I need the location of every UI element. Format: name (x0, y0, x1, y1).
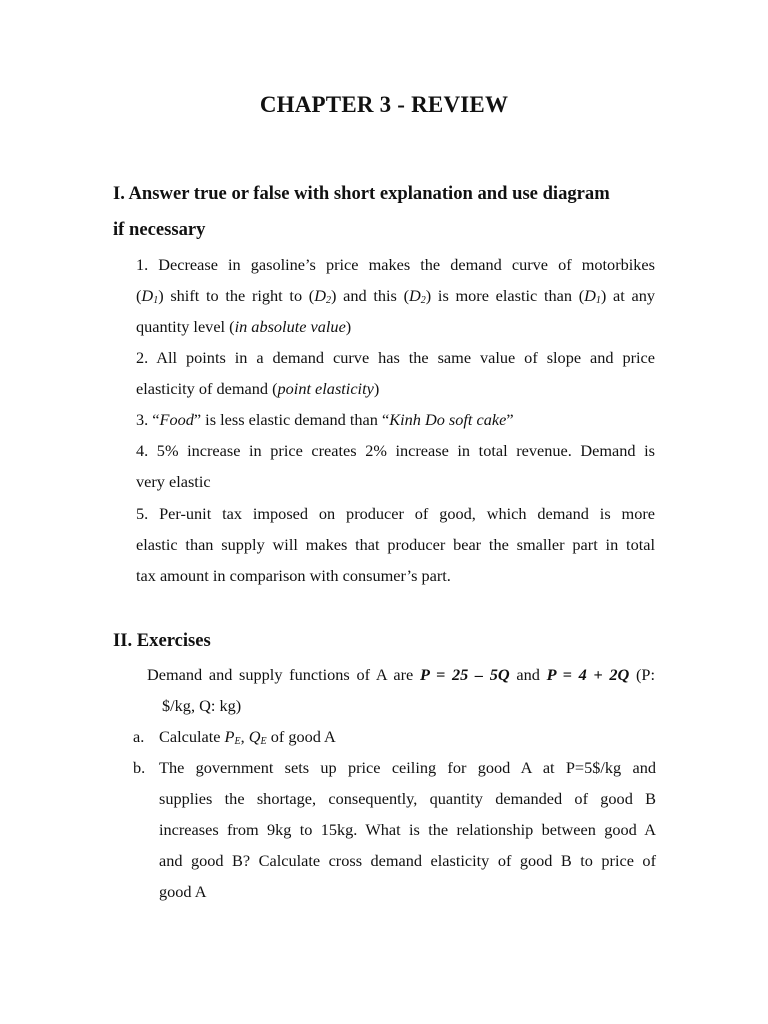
question-4-line-1: 4. 5% increase in price creates 2% increase in total revenue. Demand is (136, 441, 655, 460)
section-1-heading-line-1: I. Answer true or false with short explanation and use diagram (113, 183, 610, 204)
question-1-line-3: quantity level (in absolute value) (136, 317, 352, 336)
part-b-line-5: good A (159, 882, 207, 901)
question-1-line-1: 1. Decrease in gasoline’s price makes the demand curve of motorbikes (136, 255, 655, 274)
page-title: CHAPTER 3 - REVIEW (259, 92, 509, 117)
part-b-line-3: increases from 9kg to 15kg. What is the relationship between good A (159, 820, 656, 839)
question-5-line-2: elastic than supply will makes that producer bear the smaller part in total (136, 535, 655, 554)
section-1-heading (113, 176, 658, 248)
part-a-text: Calculate $P_E$, $Q_E$ of good A (159, 727, 336, 747)
part-a-label: a. (133, 727, 145, 746)
question-1-line-2: $(D_1)$ shift to the right to $(D_2)$ and this $(D_2)$ is more elastic than $(D_1)$ at any (136, 286, 655, 306)
question-5 (136, 498, 655, 591)
question-2-line-2: elasticity of demand (point elasticity) (136, 379, 380, 398)
question-2-line-1: 2. All points in a demand curve has the same value of slope and price (136, 348, 655, 367)
part-b-line-2: supplies the shortage, consequently, quantity demanded of good B (159, 789, 656, 808)
question-3 (136, 404, 655, 435)
question-4-line-2: very elastic (136, 472, 211, 491)
question-1 (136, 249, 655, 342)
part-b-label: b. (133, 758, 146, 777)
question-5-line-3: tax amount in comparison with consumer’s part. (136, 566, 451, 585)
exercise-intro-line-1: Demand and supply functions of A are P = 25 – 5Q and P = 4 + 2Q (P: (147, 665, 655, 684)
part-b-text (159, 752, 656, 907)
part-b-line-1: The government sets up price ceiling for good A at P=5$/kg and (159, 758, 656, 777)
question-4 (136, 435, 655, 497)
question-5-line-1: 5. Per-unit tax imposed on producer of good, which demand is more (136, 504, 655, 523)
exercise-intro-line-2: $/kg, Q: kg) (162, 696, 242, 715)
question-3-line-1: 3. “Food” is less elastic demand than “Kinh Do soft cake” (136, 410, 514, 429)
section-2-heading: II. Exercises (113, 630, 211, 651)
part-b-line-4: and good B? Calculate cross demand elasticity of good B to price of (159, 851, 656, 870)
question-2 (136, 342, 655, 404)
section-1-heading-line-2: if necessary (113, 219, 206, 240)
